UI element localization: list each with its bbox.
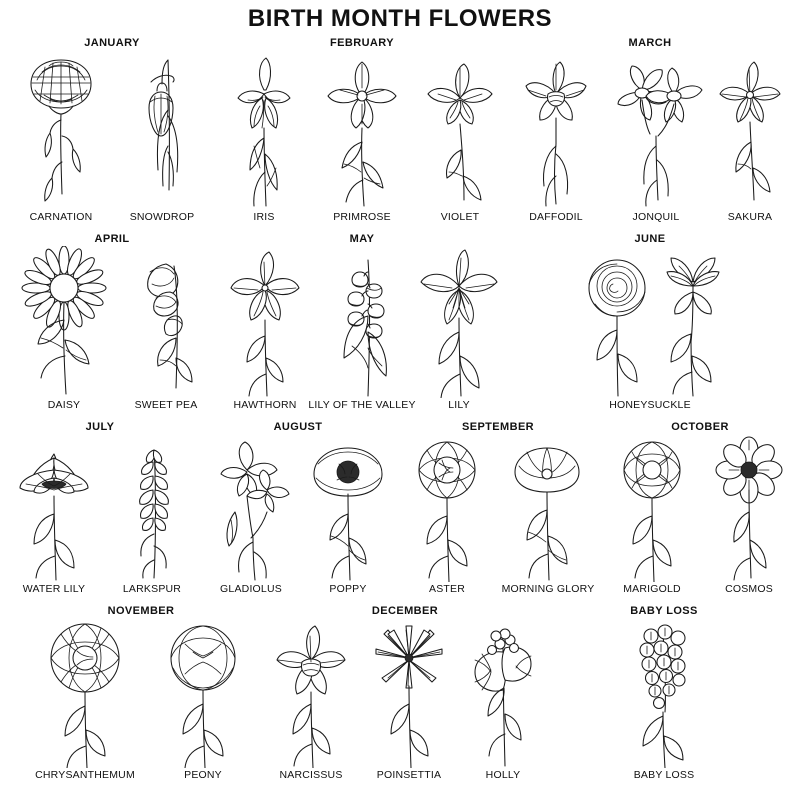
- jonquil-illustration: [606, 50, 706, 210]
- chart-row-4: [0, 604, 800, 782]
- poppy-illustration: [301, 434, 395, 582]
- month-label-february: FEBRUARY: [330, 37, 394, 49]
- cosmos-illustration: [701, 434, 797, 582]
- flower-label-sweet-pea: SWEET PEA: [134, 399, 198, 411]
- chart-row-2: [0, 232, 800, 412]
- flower-cell-daisy[interactable]: [10, 246, 118, 412]
- month-group-may: [218, 232, 506, 412]
- flower-cell-primrose[interactable]: [310, 50, 414, 224]
- flower-label-holly: HOLLY: [485, 769, 521, 781]
- daisy-illustration: [10, 246, 118, 398]
- flower-cell-sakura[interactable]: [706, 50, 794, 224]
- flower-label-gladiolus: GLADIOLUS: [220, 583, 282, 595]
- water-lily-illustration: [2, 434, 106, 582]
- flower-cell-carnation[interactable]: [11, 50, 111, 224]
- flower-label-snowdrop: SNOWDROP: [129, 211, 195, 223]
- marigold-illustration: [603, 434, 701, 582]
- poinsettia-illustration: [360, 618, 458, 768]
- chart-row-1: [0, 36, 800, 224]
- flower-label-primrose: PRIMROSE: [333, 211, 391, 223]
- flower-label-lily: LILY: [448, 399, 470, 411]
- lily-illustration: [412, 246, 506, 398]
- lily-of-the-valley-illustration: [312, 246, 412, 398]
- month-label-october: OCTOBER: [671, 421, 729, 433]
- flower-cell-chrysanthemum[interactable]: [23, 618, 147, 782]
- sweet-pea-illustration: [118, 246, 214, 398]
- page-title: BIRTH MONTH FLOWERS: [247, 5, 553, 32]
- flower-cell-sweet-pea[interactable]: [118, 246, 214, 412]
- narcissus-illustration: [262, 618, 360, 768]
- flower-cell-gladiolus[interactable]: [201, 434, 301, 596]
- flower-label-hawthorn: HAWTHORN: [233, 399, 297, 411]
- iris-illustration: [218, 50, 310, 210]
- larkspur-illustration: [106, 434, 198, 582]
- flower-label-morning-glory: MORNING GLORY: [501, 583, 595, 595]
- flower-cell-violet[interactable]: [414, 50, 506, 224]
- carnation-illustration: [11, 50, 111, 210]
- month-label-july: JULY: [85, 421, 115, 433]
- flower-cell-marigold[interactable]: [603, 434, 701, 596]
- month-group-november: [21, 604, 261, 782]
- month-group-july: [0, 420, 200, 596]
- flower-label-lily-of-the-valley: LILY OF THE VALLEY: [308, 399, 416, 411]
- aster-illustration: [397, 434, 497, 582]
- holly-illustration: [458, 618, 548, 768]
- flower-label-chrysanthemum: CHRYSANTHEMUM: [35, 769, 135, 781]
- flower-cell-water-lily[interactable]: [2, 434, 106, 596]
- flower-label-cosmos: COSMOS: [725, 583, 773, 595]
- gladiolus-illustration: [201, 434, 301, 582]
- flower-label-baby-loss: BABY LOSS: [633, 769, 695, 781]
- flower-cell-hawthorn[interactable]: [218, 246, 312, 412]
- flower-cell-baby-loss[interactable]: [589, 618, 739, 782]
- flower-cell-aster[interactable]: [397, 434, 497, 596]
- flower-cell-poppy[interactable]: [301, 434, 395, 596]
- month-label-december: DECEMBER: [371, 605, 439, 617]
- month-label-june: JUNE: [634, 233, 666, 245]
- flower-cell-snowdrop[interactable]: [111, 50, 213, 224]
- flower-cell-jonquil[interactable]: [606, 50, 706, 224]
- morning-glory-illustration: [497, 434, 599, 582]
- flower-label-peony: PEONY: [184, 769, 222, 781]
- month-label-september: SEPTEMBER: [461, 421, 535, 433]
- flower-cell-honeysuckle[interactable]: [555, 246, 745, 412]
- month-label-may: MAY: [349, 233, 375, 245]
- flower-cell-larkspur[interactable]: [106, 434, 198, 596]
- flower-label-marigold: MARIGOLD: [623, 583, 681, 595]
- month-group-september: [396, 420, 600, 596]
- flower-label-daisy: DAISY: [47, 399, 81, 411]
- month-group-march: [506, 36, 794, 224]
- month-group-february: [218, 36, 506, 224]
- flower-cell-peony[interactable]: [147, 618, 259, 782]
- flower-cell-poinsettia[interactable]: [360, 618, 458, 782]
- flower-label-violet: VIOLET: [440, 211, 480, 223]
- month-label-january: JANUARY: [84, 37, 140, 49]
- flower-label-sakura: SAKURA: [727, 211, 773, 223]
- flower-label-poinsettia: POINSETTIA: [376, 769, 442, 781]
- sakura-illustration: [706, 50, 794, 210]
- flower-label-narcissus: NARCISSUS: [279, 769, 343, 781]
- daffodil-illustration: [506, 50, 606, 210]
- snowdrop-illustration: [111, 50, 213, 210]
- month-group-baby-loss: [549, 604, 779, 782]
- flower-label-poppy: POPPY: [329, 583, 367, 595]
- month-group-june: [506, 232, 794, 412]
- month-label-august: AUGUST: [273, 421, 323, 433]
- month-group-april: [6, 232, 218, 412]
- flower-cell-lily-of-the-valley[interactable]: [308, 246, 416, 412]
- chrysanthemum-illustration: [23, 618, 147, 768]
- flower-label-iris: IRIS: [253, 211, 275, 223]
- flower-label-water-lily: WATER LILY: [22, 583, 86, 595]
- honeysuckle-illustration: [555, 246, 745, 398]
- hawthorn-illustration: [218, 246, 312, 398]
- month-label-april: APRIL: [94, 233, 130, 245]
- flower-cell-daffodil[interactable]: [506, 50, 606, 224]
- violet-illustration: [414, 50, 506, 210]
- primrose-illustration: [310, 50, 414, 210]
- month-group-october: [600, 420, 800, 596]
- month-label-baby-loss: BABY LOSS: [630, 605, 698, 617]
- flower-cell-iris[interactable]: [218, 50, 310, 224]
- flower-cell-lily[interactable]: [412, 246, 506, 412]
- month-label-march: MARCH: [628, 37, 672, 49]
- flower-label-carnation: CARNATION: [29, 211, 93, 223]
- flower-cell-narcissus[interactable]: [262, 618, 360, 782]
- month-group-january: [6, 36, 218, 224]
- flower-cell-holly[interactable]: [458, 618, 548, 782]
- flower-label-aster: ASTER: [428, 583, 465, 595]
- month-group-august: [200, 420, 396, 596]
- month-group-december: [261, 604, 549, 782]
- baby-loss-illustration: [589, 618, 739, 768]
- flower-cell-cosmos[interactable]: [701, 434, 797, 596]
- flower-label-honeysuckle: HONEYSUCKLE: [609, 399, 691, 411]
- flower-label-larkspur: LARKSPUR: [122, 583, 182, 595]
- flower-label-daffodil: DAFFODIL: [529, 211, 583, 223]
- chart-row-3: [0, 420, 800, 596]
- month-label-november: NOVEMBER: [107, 605, 175, 617]
- peony-illustration: [147, 618, 259, 768]
- flower-label-jonquil: JONQUIL: [632, 211, 680, 223]
- flower-cell-morning-glory[interactable]: [497, 434, 599, 596]
